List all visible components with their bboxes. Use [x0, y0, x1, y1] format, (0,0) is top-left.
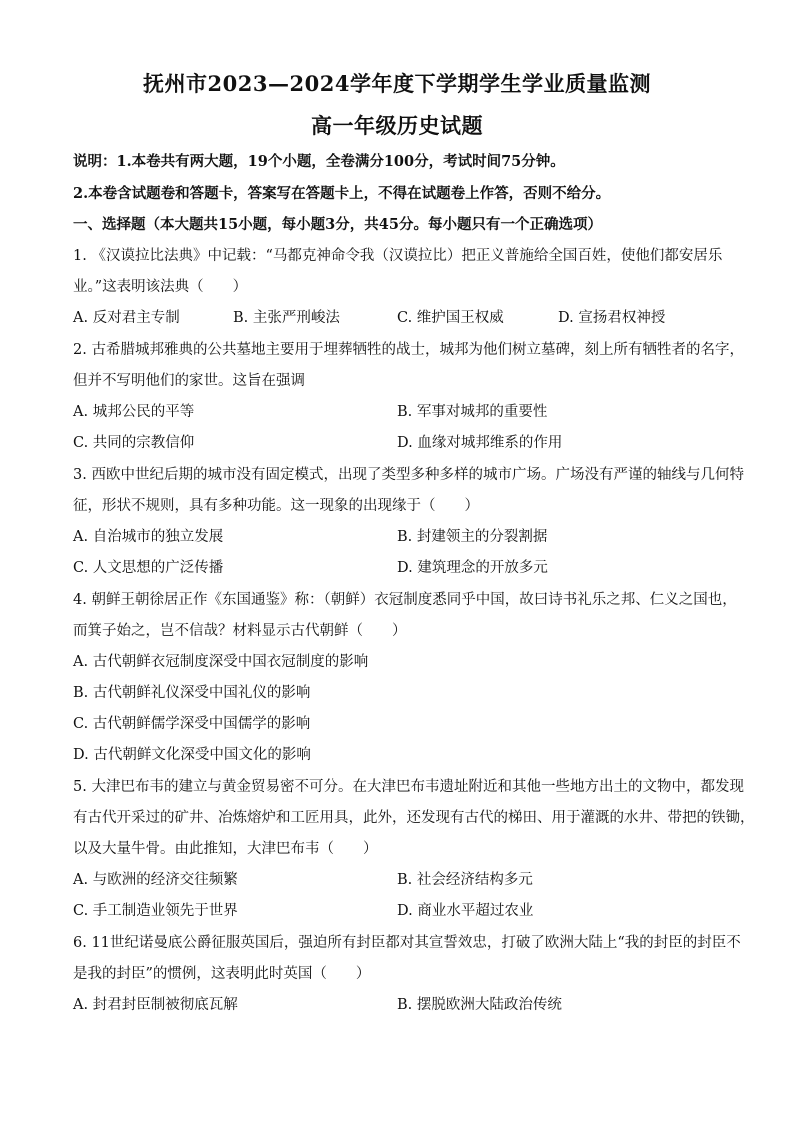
section-heading: 一、选择题（本大题共15小题，每小题3分，共45分。每小题只有一个正确选项）	[73, 216, 602, 233]
instruction-note-2: 2.本卷含试题卷和答题卡，答案写在答题卡上，不得在试题卷上作答，否则不给分。	[73, 185, 611, 202]
question-5-line-1: 5. 大津巴布韦的建立与黄金贸易密不可分。在大津巴布韦遗址附近和其他一些地方出土的文物中，都发现	[73, 779, 744, 795]
question-1-line-1: 1. 《汉谟拉比法典》中记载：“马都克神命令我（汉谟拉比）把正义普施给全国百姓，使他们都安居乐	[73, 248, 723, 264]
question-3-line-2: 征，形状不规则，具有多种功能。这一现象的出现缘于（ ）	[73, 498, 479, 514]
question-1-option-d: D. 宣扬君权神授	[558, 310, 666, 326]
question-4-option-d: D. 古代朝鲜文化深受中国文化的影响	[73, 747, 311, 763]
question-5-line-2: 有古代开采过的矿井、冶炼熔炉和工匠用具，此外，还发现有古代的梯田、用于灌溉的水井、带把的铁锄，	[73, 810, 755, 826]
question-4-option-a: A. 古代朝鲜衣冠制度深受中国衣冠制度的影响	[73, 654, 369, 670]
question-4-option-c: C. 古代朝鲜儒学深受中国儒学的影响	[73, 716, 311, 732]
question-6-line-1: 6. 11世纪诺曼底公爵征服英国后，强迫所有封臣都对其宣誓效忠，打破了欧洲大陆上“我的封臣的封臣不	[73, 935, 741, 951]
question-4-line-1: 4. 朝鲜王朝徐居正作《东国通鉴》称：（朝鲜）衣冠制度悉同乎中国，故曰诗书礼乐之邦、仁义之国也，	[73, 592, 737, 608]
question-4-option-b: B. 古代朝鲜礼仪深受中国礼仪的影响	[73, 685, 311, 701]
exam-subtitle: 高一年级历史试题	[311, 113, 483, 138]
question-2-option-b: B. 军事对城邦的重要性	[397, 404, 548, 420]
question-4-line-2: 而箕子始之，岂不信哉？材料显示古代朝鲜（ ）	[73, 623, 407, 639]
question-2-option-d: D. 血缘对城邦维系的作用	[397, 435, 563, 451]
instruction-note-1: 说明：1.本卷共有两大题，19个小题，全卷满分100分，考试时间75分钟。	[73, 153, 565, 170]
question-2-option-c: C. 共同的宗教信仰	[73, 435, 195, 451]
question-6-line-2: 是我的封臣”的惯例，这表明此时英国（ ）	[73, 966, 371, 982]
question-3-line-1: 3. 西欧中世纪后期的城市没有固定模式，出现了类型多种多样的城市广场。广场没有严谨的轴线与几何特	[73, 467, 744, 483]
question-6-option-b: B. 摆脱欧洲大陆政治传统	[397, 997, 562, 1013]
question-1-option-a: A. 反对君主专制	[73, 310, 180, 326]
question-5-option-a: A. 与欧洲的经济交往频繁	[73, 872, 238, 888]
question-2-line-2: 但并不写明他们的家世。这旨在强调	[73, 373, 305, 389]
question-5-line-3: 以及大量牛骨。由此推知，大津巴布韦（ ）	[73, 841, 378, 857]
question-3-option-a: A. 自治城市的独立发展	[73, 529, 224, 545]
question-3-option-b: B. 封建领主的分裂割据	[397, 529, 548, 545]
question-5-option-b: B. 社会经济结构多元	[397, 872, 533, 888]
question-2-line-1: 2. 古希腊城邦雅典的公共墓地主要用于埋葬牺牲的战士，城邦为他们树立墓碑，刻上所有牺牲者的名字，	[73, 342, 744, 358]
question-2-option-a: A. 城邦公民的平等	[73, 404, 195, 420]
question-1-option-b: B. 主张严刑峻法	[233, 310, 340, 326]
question-3-option-c: C. 人文思想的广泛传播	[73, 560, 224, 576]
exam-title: 抚州市2023—2024学年度下学期学生学业质量监测	[143, 71, 651, 96]
question-3-option-d: D. 建筑理念的开放多元	[397, 560, 548, 576]
question-5-option-c: C. 手工制造业领先于世界	[73, 903, 238, 919]
question-1-option-c: C. 维护国王权威	[397, 310, 504, 326]
question-5-option-d: D. 商业水平超过农业	[397, 903, 534, 919]
question-6-option-a: A. 封君封臣制被彻底瓦解	[73, 997, 238, 1013]
question-1-line-2: 业。”这表明该法典（ ）	[73, 279, 248, 295]
